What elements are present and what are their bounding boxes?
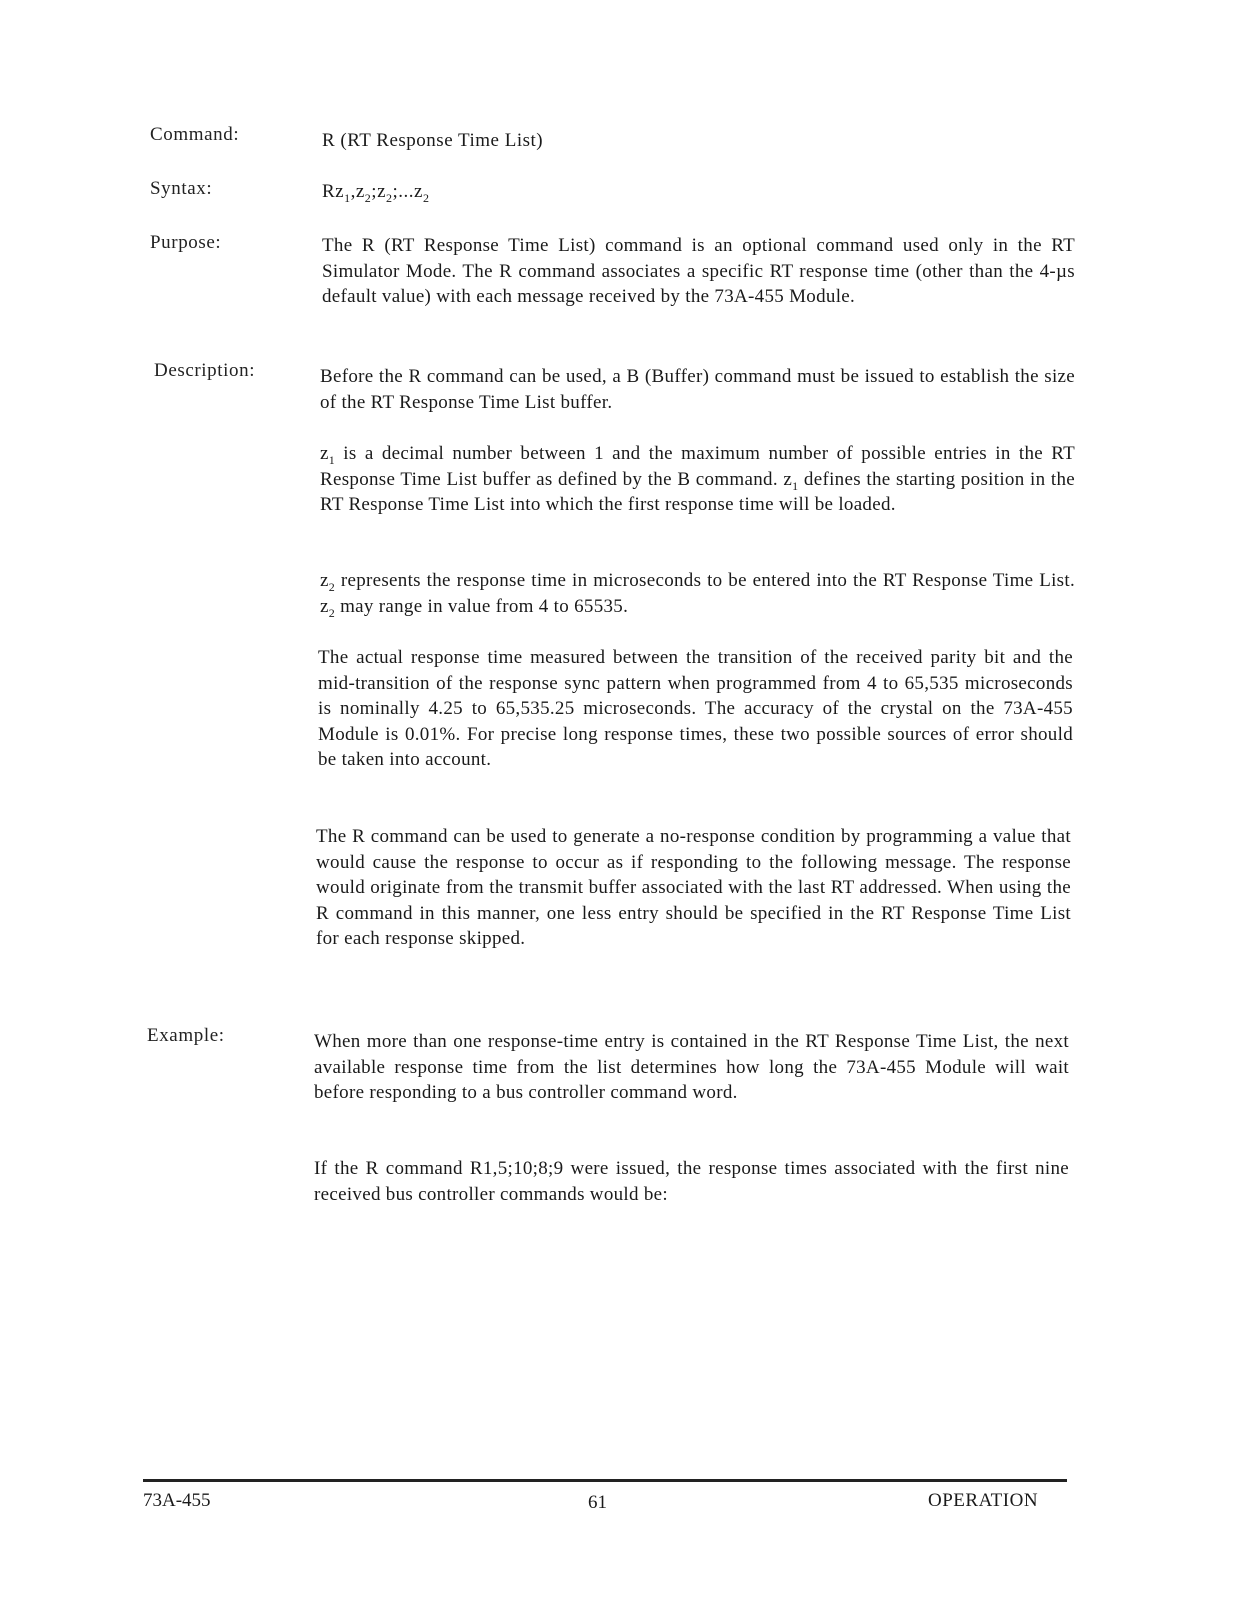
description-paragraph-4: The actual response time measured between the transition of the received parity bit and the mid-transition of the response sync pattern when programmed from 4 to 65,535 microseconds is nominally 4.25 to 65,535.25 microseconds. The accuracy of the crystal on the 73A-455 Module is 0.01%. For precise long response times, these two possible sources of error should be taken into account. [318, 647, 1073, 770]
syntax-value [322, 181, 429, 203]
command-label: Command: [150, 124, 240, 145]
syntax-sub: 2 [364, 190, 372, 205]
description-paragraph-1: Before the R command can be used, a B (Buffer) command must be issued to establish the size of the RT Response Time List buffer. [320, 366, 1075, 413]
footer-right: OPERATION [928, 1490, 1039, 1511]
variable-z1: z [320, 443, 329, 464]
syntax-sub: 2 [422, 190, 430, 205]
description-paragraph-3-text-b: may range in value from 4 to 65535. [335, 595, 629, 617]
syntax-part: Rz [322, 181, 345, 202]
variable-z2: z [320, 595, 329, 617]
description-paragraph-2 [320, 441, 1075, 518]
syntax-label: Syntax: [150, 178, 213, 199]
variable-z1: z [783, 468, 793, 490]
footer-left: 73A-455 [143, 1490, 211, 1511]
syntax-sub: 2 [386, 190, 393, 205]
syntax-sub: 1 [344, 190, 351, 205]
syntax-part: ;z [371, 181, 387, 202]
example-label: Example: [147, 1025, 225, 1046]
purpose-text: The R (RT Response Time List) command is an optional command used only in the RT Simulator Mode. The R command associates a specific RT response time (other than the 4-µs default value) with each message received by the 73A-455 Module. [322, 235, 1075, 307]
syntax-part: ,z [350, 181, 365, 202]
example-paragraph-2: If the R command R1,5;10;8;9 were issued, the response times associated with the first nine received bus controller commands would be: [314, 1158, 1069, 1205]
description-paragraph-2-text-a: is a decimal number between 1 and the maximum number of possible entries in the RT Response Time List buffer as defined by the B command. [320, 443, 1075, 490]
page-number: 61 [588, 1492, 607, 1513]
description-label: Description: [154, 360, 256, 381]
variable-subscript: 2 [328, 579, 336, 594]
example-paragraph-1: When more than one response-time entry is contained in the RT Response Time List, the next available response time from the list determines how long the 73A-455 Module will wait before responding to a bus controller command word. [314, 1031, 1069, 1103]
variable-subscript: 1 [328, 452, 336, 467]
variable-subscript: 2 [328, 605, 336, 620]
variable-z2: z [320, 570, 329, 591]
purpose-label: Purpose: [150, 232, 222, 253]
description-paragraph-5: The R command can be used to generate a no-response condition by programming a value that would cause the response to occur as if responding to the following message. The response would originate from the transmit buffer associated with the last RT addressed. When using the R command in this manner, one less entry should be specified in the RT Response Time List for each response skipped. [316, 826, 1071, 949]
description-paragraph-3-text-a: represents the response time in microseconds to be entered into the RT Response Time List. [335, 570, 1075, 591]
command-value: R (RT Response Time List) [322, 130, 544, 151]
footer-rule [143, 1479, 1067, 1482]
syntax-part: ;...z [392, 181, 423, 202]
description-paragraph-3 [320, 568, 1075, 619]
description-paragraph-2-text-b: defines the starting position in the RT Response Time List into which the first response time will be loaded. [320, 468, 1075, 515]
variable-subscript: 1 [792, 478, 799, 493]
